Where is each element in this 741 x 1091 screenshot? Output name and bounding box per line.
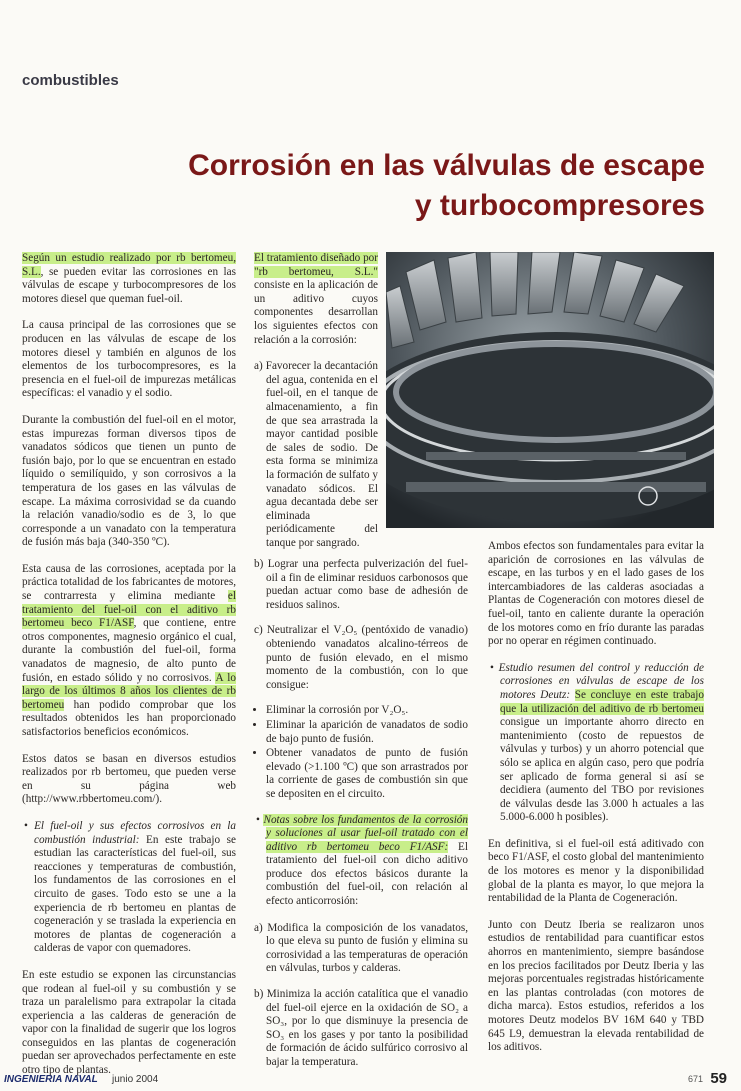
turbocharger-illustration xyxy=(386,252,714,528)
page-ref: 671 xyxy=(687,1074,703,1084)
paragraph-effects: Ambos efectos son fundamentales para evitar la aparición de corrosiones en las válvulas de escape, en las turbos y en el lado gases de los intercambiadores de las calderas asociadas a Plantas de Cogeneración con motores diesel de fuel-oil, tanto en caliente durante la operación de los motores como en frío durante las paradas por no operar en régimen continuado. xyxy=(488,540,704,648)
magazine-name: INGENIERIA NAVAL xyxy=(4,1074,98,1085)
title-line-2: y turbocompresores xyxy=(414,189,705,222)
issue-date: junio 2004 xyxy=(112,1074,159,1085)
paragraph-combustion: Durante la combustión del fuel-oil en el motor, estas impurezas forman diversos tipos de vanadatos sódicos que tienen un punto de fusión bajo, por lo que se encuentran en estado líquido o semilíquido, y son corrosivos a la temperatura de los gases en las válvulas de escape. La máxima corrosividad se da cuando la relación vanadio/sodio es de 3, lo que corresponde a un vanadato con la temperatura de fusión más baja (340-350 ºC). xyxy=(22,413,236,549)
section-label: combustibles xyxy=(22,72,119,89)
column-2 xyxy=(254,252,378,562)
bullet-study-fuel-oil: • El fuel-oil y sus efectos corrosivos en la combustión industrial: En este trabajo se estudian las características del fuel-oil, sus reacciones y temperaturas de combustión, los fundamentos de las corrosiones en el circuito de gases. Todo esto se une a la experiencia de rb bertomeu en plantas de cogeneración y se traslada la experiencia en motores de plantas de cogeneración a calderas de vapor con quemadores. xyxy=(24,819,236,955)
article-title xyxy=(65,146,705,226)
bullet-notes: • Notas sobre los fundamentos de la corrosión y soluciones al usar fuel-oil tratado con el aditivo rb bertomeu beco F1/ASF: El tratamiento del fuel-oil con dicho aditivo produce dos efectos básicos durante la combustión del fuel-oil, con relación al efecto anticorrosión: xyxy=(256,813,468,908)
paragraph-deutz: Junto con Deutz Iberia se realizaron unos estudios de rentabilidad para cuantificar estos ahorros en mantenimiento, siempre basándose en los precios facilitados por Deutz Iberia y las mejoras porcentuales registradas históricamente en las plantas controladas (con motores de dicha marca). Estos estudios, referidos a los motores Deutz modelos BV 16M 640 y TBD 645 L9, demuestran la elevada rentabilidad de los aditivos. xyxy=(488,918,704,1054)
effect-a: a) Favorecer la decantación del agua, contenida en el fuel-oil, en el tanque de almacenamiento, a fin de que sea arrastrada la mayor cantidad posible de sales de sodio. De esta forma se minimiza la formación de sulfato y vanadato sódicos. El agua decantada debe ser eliminada periódicamente del tanque por sangrado. xyxy=(254,360,378,549)
paragraph-studies: Estos datos se basan en diversos estudios realizados por rb bertomeu, que pueden verse en su página web (http://www.rbbertomeu.com/). xyxy=(22,752,236,806)
paragraph-conclusion: En definitiva, si el fuel-oil está aditivado con beco F1/ASF, el costo global del mantenimiento de los motores es menor y la disponibilidad global de la planta es mayor, lo que mejora la rentabilidad de la Planta de Cogeneración. xyxy=(488,837,704,905)
title-line-1: Corrosión en las válvulas de escape xyxy=(188,149,705,182)
intro-paragraph: Según un estudio realizado por rb bertomeu, S.L., se pueden evitar las corrosiones en las válvulas de escape y turbocompresores de los motores diesel que queman fuel-oil. xyxy=(22,252,236,305)
paragraph-treatment: Esta causa de las corrosiones, aceptada por la práctica totalidad de los fabricantes de motores, se contrarresta y elimina mediante el tratamiento del fuel-oil con el aditivo rb bertomeu beco F1/ASF, que contiene, entre otros componentes, magnesio orgánico el cual, durante la combustión del fuel-oil, forma vanadatos de magnesio, de alto punto de fusión, en estado sólido y no corrosivos. A lo largo de los últimos 8 años los clientes de rb bertomeu han podido comprobar que los resultados obtenidos les han proporcionado satisfactorios beneficios económicos. xyxy=(22,562,237,738)
column-2-lower xyxy=(254,558,468,1082)
note-a: a) Modifica la composición de los vanadatos, lo que eleva su punto de fusión y elimina su corrosividad a las temperaturas de operación en válvulas, turbos y calderas. xyxy=(254,921,468,975)
column-3 xyxy=(488,540,704,1068)
column-1 xyxy=(22,252,236,1091)
bullet-deutz-study: • Estudio resumen del control y reducción de corrosiones en válvulas de escape de los motores Deutz: Se concluye en este trabajo que la utilización del aditivo de rb bertomeu consigue un importante ahorro directo en mantenimiento (costo de repuestos de válvulas y turbos) y un ahorro potencial que sólo se aplica en algún caso, pero que podría ser aplicado de forma general si así se decidiera (aumento del TBO por revisiones de válvulas desde las 3.000 h actuales a las 5.000-6.000 h posibles). xyxy=(490,661,704,824)
effect-c-bullet: • Eliminar la aparición de vanadatos de sodio de bajo punto de fusión. xyxy=(266,719,468,746)
effects-list xyxy=(254,360,378,550)
effects-list-continued xyxy=(254,558,468,692)
treatment-paragraph: El tratamiento diseñado por "rb bertomeu, S.L." consiste en la aplicación de un aditivo cuyos componentes desarrollan los siguientes efectos con relación a la corrosión: xyxy=(254,252,378,346)
notes-list xyxy=(254,922,468,1070)
effect-c-bullet: • Eliminar la corrosión por V₂O₅. xyxy=(266,704,468,718)
page-footer xyxy=(0,1066,741,1089)
effect-c-bullet: • Obtener vanadatos de punto de fusión elevado (>1.100 ºC) que son arrastrados por la corriente de gases de combustión sin que se depositen en el circuito. xyxy=(266,747,468,801)
note-b: b) Minimiza la acción catalítica que el vanadio del fuel-oil ejerce en la oxidación de SO₂ a SO₃, por lo que disminuye la presencia de SO₃ en los gases y por tanto la posibilidad de formación de ácido sulfúrico corrosivo al bajar la temperatura. xyxy=(254,988,468,1068)
page-number: 59 xyxy=(710,1070,727,1087)
turbocharger-photo xyxy=(386,252,714,528)
effect-c-bullets xyxy=(254,704,468,801)
effect-b: b) Lograr una perfecta pulverización del fuel-oil a fin de eliminar residuos carbonosos que puedan actuar como base de adhesión de residuos salinos. xyxy=(254,558,468,611)
effect-c: c) Neutralizar el V₂O₅ (pentóxido de vanadio) obteniendo vanadatos alcalino-térreos de punto de fusión elevado, en el mismo momento de la combustión, con lo que consigue: xyxy=(254,624,468,691)
paragraph-cause: La causa principal de las corrosiones que se producen en las válvulas de escape de los motores diesel y también en algunos de los elementos de los turbocompresores, es la presencia en el fuel-oil de impurezas metálicas específicas: el vanadio y el sodio. xyxy=(22,319,236,400)
paragraph-parallel: En este estudio se exponen las circunstancias que rodean al fuel-oil y su combustión y se traza un paralelismo para extrapolar la citada experiencia a las calderas de generación de vapor con la finalidad de sugerir que los logros conseguidos en las plantas de cogeneración puedan ser aprovechados perfectamente en este otro tipo de plantas. xyxy=(22,968,236,1077)
